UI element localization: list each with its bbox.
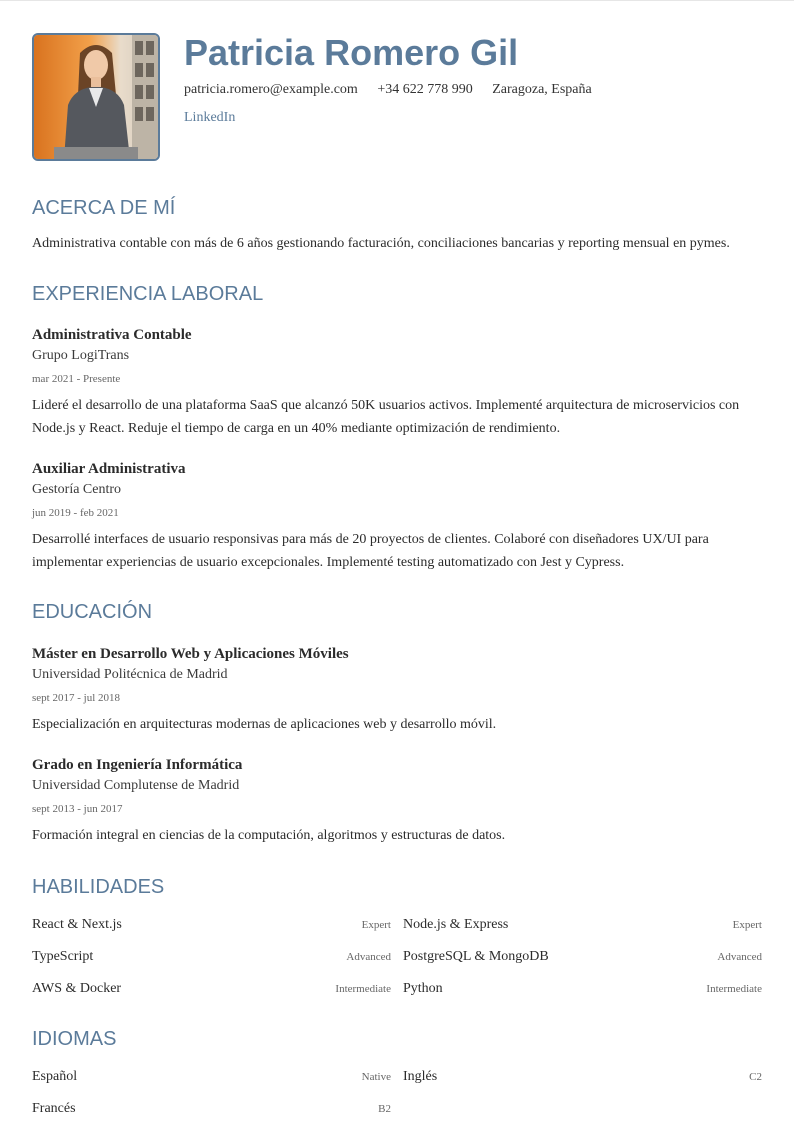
- section-title-about: ACERCA DE MÍ: [32, 197, 176, 219]
- skill-level: Expert: [732, 919, 762, 931]
- skill-name: Python: [403, 981, 443, 996]
- education-dates: sept 2013 - jun 2017: [32, 803, 123, 815]
- skill-item: [403, 979, 762, 999]
- skill-level: Advanced: [346, 951, 391, 963]
- skill-name: TypeScript: [32, 949, 94, 964]
- skill-name: PostgreSQL & MongoDB: [403, 949, 549, 964]
- skill-item: [32, 915, 391, 935]
- skill-level: Advanced: [717, 951, 762, 963]
- about-text: Administrativa contable con más de 6 años gestionando facturación, conciliaciones bancarias y reporting mensual en pymes.: [32, 236, 730, 251]
- contact-info: [184, 81, 608, 99]
- contact-location: Zaragoza, España: [492, 82, 592, 97]
- contact-phone[interactable]: +34 622 778 990: [377, 82, 473, 97]
- education-description: Formación integral en ciencias de la computación, algoritmos y estructuras de datos.: [32, 828, 506, 843]
- skill-name: AWS & Docker: [32, 981, 122, 996]
- skill-item: [403, 915, 762, 935]
- skill-level: Intermediate: [335, 983, 391, 995]
- language-item: [403, 1067, 762, 1087]
- language-level: B2: [378, 1103, 391, 1115]
- education-dates: sept 2017 - jul 2018: [32, 692, 120, 704]
- education-school: Universidad Politécnica de Madrid: [32, 667, 228, 682]
- section-title-education: EDUCACIÓN: [32, 601, 153, 623]
- skill-name: React & Next.js: [32, 917, 122, 932]
- experience-description: Lideré el desarrollo de una plataforma SaaS que alcanzó 50K usuarios activos. Implementé arquitectura de microservicios con Node.js y React. Reduje el tiempo de carga en un 40% mediante optimización de rendimiento.: [32, 398, 740, 436]
- education-description: Especialización en arquitecturas modernas de aplicaciones web y desarrollo móvil.: [32, 717, 497, 732]
- experience-dates: jun 2019 - feb 2021: [32, 507, 119, 519]
- experience-role: Administrativa Contable: [32, 327, 192, 343]
- skill-name: Node.js & Express: [403, 917, 509, 932]
- experience-company: Gestoría Centro: [32, 482, 122, 497]
- language-name: Francés: [32, 1101, 76, 1116]
- skill-level: Expert: [361, 919, 391, 931]
- candidate-name: Patricia Romero Gil: [184, 32, 519, 73]
- contact-email[interactable]: patricia.romero@example.com: [184, 82, 358, 97]
- skill-item: [32, 979, 391, 999]
- section-title-experience: EXPERIENCIA LABORAL: [32, 283, 264, 305]
- profile-photo: [32, 33, 160, 161]
- language-level: C2: [749, 1071, 762, 1083]
- resume-header: [32, 33, 762, 163]
- experience-company: Grupo LogiTrans: [32, 348, 130, 363]
- experience-description: Desarrollé interfaces de usuario responsivas para más de 20 proyectos de clientes. Colaboré con diseñadores UX/UI para implementar experiencias de usuario excepcionales. Implementé testing automatizado con Jest y Cypress.: [32, 532, 709, 570]
- linkedin-link[interactable]: LinkedIn: [184, 110, 236, 125]
- skill-item: [403, 947, 762, 967]
- language-level: Native: [361, 1071, 391, 1083]
- education-degree: Grado en Ingeniería Informática: [32, 757, 243, 773]
- language-name: Español: [32, 1069, 78, 1084]
- language-item: [32, 1067, 391, 1087]
- top-divider: [0, 0, 794, 1]
- skill-item: [32, 947, 391, 967]
- section-title-skills: HABILIDADES: [32, 876, 165, 898]
- education-school: Universidad Complutense de Madrid: [32, 778, 240, 793]
- education-degree: Máster en Desarrollo Web y Aplicaciones Móviles: [32, 646, 349, 662]
- skill-level: Intermediate: [706, 983, 762, 995]
- experience-dates: mar 2021 - Presente: [32, 373, 121, 385]
- language-name: Inglés: [403, 1069, 438, 1084]
- section-title-languages: IDIOMAS: [32, 1028, 117, 1050]
- experience-role: Auxiliar Administrativa: [32, 461, 186, 477]
- language-item: [32, 1099, 391, 1119]
- profile-photo-image: [34, 35, 158, 159]
